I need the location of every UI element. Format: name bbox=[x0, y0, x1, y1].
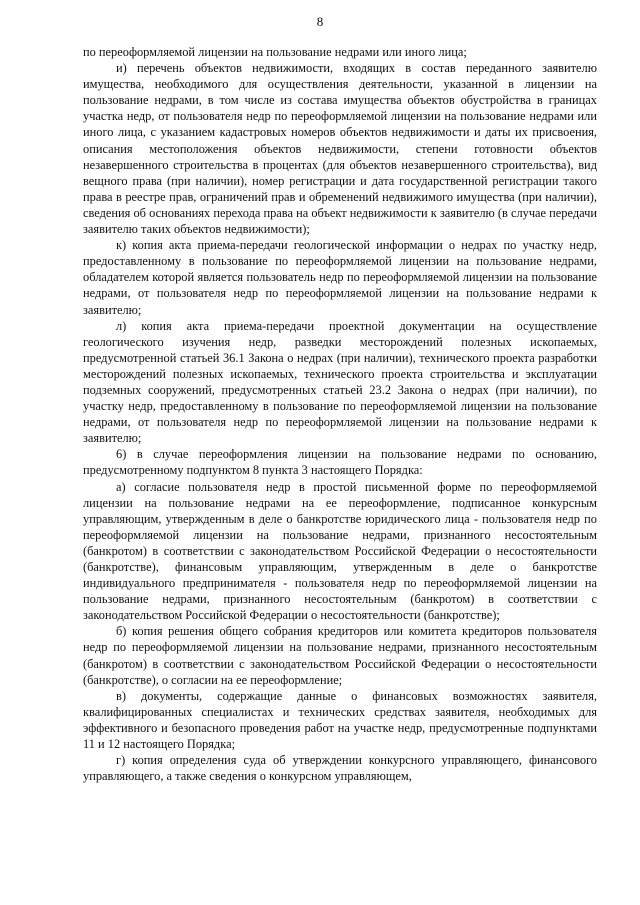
document-body bbox=[83, 44, 597, 784]
paragraph-item-6: 6) в случае переоформления лицензии на пользование недрами по основанию, предусмотренному подпунктом 8 пункта 3 настоящего Порядка: bbox=[83, 447, 597, 478]
paragraph-item-g: г) копия определения суда об утверждении конкурсного управляющего, финансового управляющего, а также сведения о конкурсном управляющем, bbox=[83, 753, 597, 784]
paragraph-item-k: к) копия акта приема-передачи геологической информации о недрах по участку недр, предоставленному в пользование по переоформляемой лицензии на пользование недрами, обладателем которой является пользователь недр по переоформляемой лицензии на пользование недрами, от пользователя недр по переоформляемой лицензии на пользование недрами к заявителю; bbox=[83, 238, 597, 317]
paragraph-continuation: по переоформляемой лицензии на пользование недрами или иного лица; bbox=[83, 45, 467, 59]
paragraph-item-v: в) документы, содержащие данные о финансовых возможностях заявителя, квалифицированных специалистах и технических средствах заявителя, необходимых для эффективного и безопасного проведения работ на участке недр, предусмотренные подпунктами 11 и 12 настоящего Порядка; bbox=[83, 688, 597, 752]
paragraph-item-l: л) копия акта приема-передачи проектной документации на осуществление геологического изучения недр, разведки месторождений полезных ископаемых, предусмотренной статьей 36.1 Закона о недрах (при наличии), технического проекта разработки месторождений полезных ископаемых, технического проекта строительства и эксплуатации подземных сооружений, предусмотренных статьей 23.2 Закона о недрах (при наличии), по участку недр, предоставленному в пользование по переоформляемой лицензии на пользование недрами, от пользователя недр по переоформляемой лицензии на пользование недрами к заявителю; bbox=[83, 318, 597, 446]
paragraph-item-b: б) копия решения общего собрания кредиторов или комитета кредиторов пользователя недр по переоформляемой лицензии на пользование недрами, признанного несостоятельным (банкротом) в соответствии с законодательством Российской Федерации о несостоятельности (банкротстве), о согласии на ее переоформление; bbox=[83, 624, 597, 687]
paragraph-item-a: а) согласие пользователя недр в простой письменной форме по переоформляемой лицензии на пользование недрами на ее переоформление, подписанное конкурсным управляющим, утвержденным в деле о банкротстве юридического лица - пользователя недр по переоформляемой лицензии на пользование недрами, признанного несостоятельным (банкротом) в соответствии с законодательством Российской Федерации о несостоятельности (банкротстве), финансовым управляющим, утвержденным в деле о банкротстве индивидуального предпринимателя - пользователя недр по переоформляемой лицензии на пользование недрами, признанного несостоятельным (банкротом) в соответствии с законодательством Российской Федерации о несостоятельности (банкротстве); bbox=[83, 479, 597, 623]
page-number: 8 bbox=[316, 14, 324, 29]
paragraph-item-i: и) перечень объектов недвижимости, входящих в состав переданного заявителю имущества, необходимого для осуществления деятельности, указанной в лицензии на пользование недрами, в том числе из состава имущества объектов обустройства в границах участка недр, от пользователя недр по переоформляемой лицензии на пользование недрами или иного лица, с указанием кадастровых номеров объектов недвижимости и даты их присвоения, описания местоположения объектов недвижимости, степени готовности объектов незавершенного строительства в процентах (для объектов незавершенного строительства), вид вещного права (при наличии), номер регистрации и дата государственной регистрации такого права в реестре прав, ограничений прав и обременений недвижимого имущества (при наличии), сведения об основаниях перехода права на объект недвижимости к заявителю (в случае передачи заявителю таких объектов недвижимости); bbox=[83, 61, 597, 237]
